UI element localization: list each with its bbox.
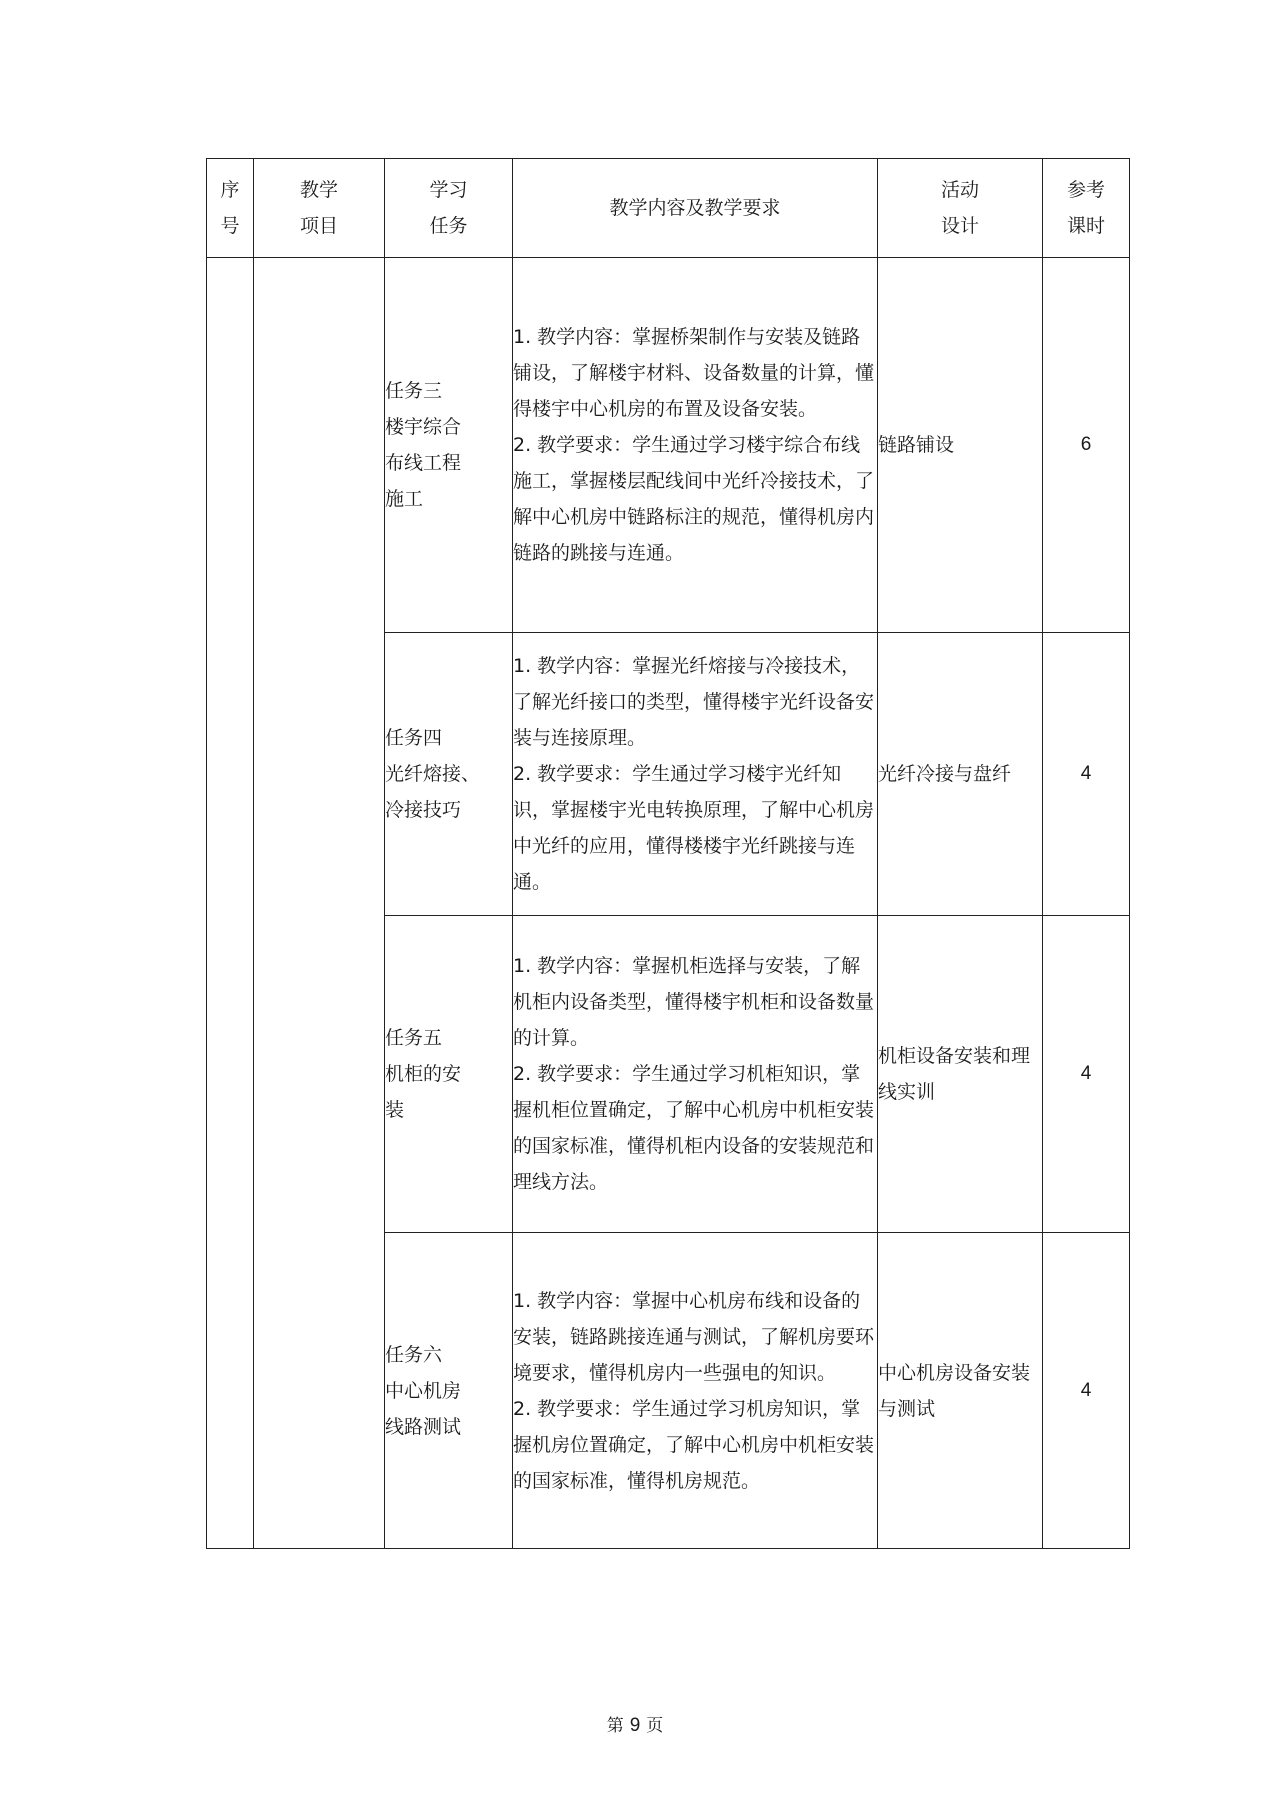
header-project-line-2: 项目 bbox=[299, 215, 338, 237]
task-line: 任务三 bbox=[385, 380, 443, 402]
hours-cell: 6 bbox=[1043, 258, 1130, 633]
header-activity-line-2: 设计 bbox=[940, 215, 979, 237]
header-content-label: 教学内容及教学要求 bbox=[609, 197, 781, 219]
task-line: 任务六 bbox=[385, 1343, 443, 1366]
task-line: 冷接技巧 bbox=[385, 799, 462, 821]
header-activity-line-1: 活动 bbox=[940, 179, 979, 201]
task-line: 楼宇综合 bbox=[385, 416, 462, 438]
header-hours-line-2: 课时 bbox=[1066, 215, 1105, 237]
content-paragraph: 1. 教学内容：掌握光纤熔接与冷接技术，了解光纤接口的类型，懂得楼宇光纤设备安装与连接原理。 bbox=[513, 655, 875, 749]
content-paragraph: 1. 教学内容：掌握中心机房布线和设备的安装，链路跳接连通与测试，了解机房要环境要求，懂得机房内一些强电的知识。 bbox=[513, 1289, 875, 1384]
task-line: 机柜的安 bbox=[385, 1063, 462, 1085]
header-index bbox=[207, 159, 254, 258]
task-line: 任务五 bbox=[385, 1027, 443, 1049]
activity-cell: 中心机房设备安装与测试 bbox=[878, 1233, 1043, 1549]
header-project-line-1: 教学 bbox=[299, 179, 338, 201]
task-line: 光纤熔接、 bbox=[385, 763, 481, 785]
content-paragraph: 1. 教学内容：掌握桥架制作与安装及链路铺设，了解楼宇材料、设备数量的计算，懂得楼宇中心机房的布置及设备安装。 bbox=[513, 326, 875, 420]
header-hours bbox=[1043, 159, 1130, 258]
header-row bbox=[207, 159, 1130, 258]
content-cell bbox=[513, 633, 878, 916]
task-line: 装 bbox=[385, 1099, 405, 1121]
hours-cell: 4 bbox=[1043, 633, 1130, 916]
task-cell bbox=[385, 258, 513, 633]
header-task bbox=[385, 159, 513, 258]
page-number: 9 bbox=[629, 1715, 641, 1736]
content-paragraph: 2. 教学要求：学生通过学习楼宇光纤知识，掌握楼宇光电转换原理，了解中心机房中光纤的应用，懂得楼楼宇光纤跳接与连通。 bbox=[513, 763, 875, 893]
activity-cell: 机柜设备安装和理线实训 bbox=[878, 916, 1043, 1233]
task-line: 施工 bbox=[385, 488, 424, 510]
task-cell bbox=[385, 916, 513, 1233]
content-paragraph: 2. 教学要求：学生通过学习机柜知识，掌握机柜位置确定，了解中心机房中机柜安装的国家标准，懂得机柜内设备的安装规范和理线方法。 bbox=[513, 1063, 875, 1193]
header-activity bbox=[878, 159, 1043, 258]
content-paragraph: 2. 教学要求：学生通过学习楼宇综合布线施工，掌握楼层配线间中光纤冷接技术，了解中心机房中链路标注的规范，懂得机房内链路的跳接与连通。 bbox=[513, 434, 875, 564]
content-paragraph: 1. 教学内容：掌握机柜选择与安装，了解机柜内设备类型，懂得楼宇机柜和设备数量的计算。 bbox=[513, 955, 875, 1049]
page-prefix: 第 bbox=[606, 1716, 624, 1736]
content-paragraph: 2. 教学要求：学生通过学习机房知识，掌握机房位置确定，了解中心机房中机柜安装的国家标准，懂得机房规范。 bbox=[513, 1397, 875, 1492]
page-suffix: 页 bbox=[646, 1716, 664, 1736]
header-task-line-1: 学习 bbox=[429, 179, 468, 201]
task-line: 线路测试 bbox=[385, 1415, 462, 1438]
task-line: 布线工程 bbox=[385, 452, 462, 474]
hours-cell: 4 bbox=[1043, 1233, 1130, 1549]
header-index-line-2: 号 bbox=[220, 215, 240, 237]
task-line: 任务四 bbox=[385, 727, 443, 749]
content-cell bbox=[513, 258, 878, 633]
content-cell bbox=[513, 916, 878, 1233]
header-content bbox=[513, 159, 878, 258]
index-cell bbox=[207, 258, 254, 1549]
task-cell bbox=[385, 633, 513, 916]
project-cell bbox=[254, 258, 385, 1549]
header-hours-line-1: 参考 bbox=[1066, 179, 1105, 201]
task-cell bbox=[385, 1233, 513, 1549]
activity-cell: 光纤冷接与盘纤 bbox=[878, 633, 1043, 916]
syllabus-table bbox=[206, 158, 1130, 1549]
table-row bbox=[207, 258, 1130, 633]
task-line: 中心机房 bbox=[385, 1379, 462, 1402]
header-project bbox=[254, 159, 385, 258]
page-footer bbox=[0, 1711, 1270, 1737]
header-task-line-2: 任务 bbox=[429, 215, 468, 237]
hours-cell: 4 bbox=[1043, 916, 1130, 1233]
content-cell bbox=[513, 1233, 878, 1549]
header-index-line-1: 序 bbox=[220, 179, 240, 201]
activity-cell: 链路铺设 bbox=[878, 258, 1043, 633]
